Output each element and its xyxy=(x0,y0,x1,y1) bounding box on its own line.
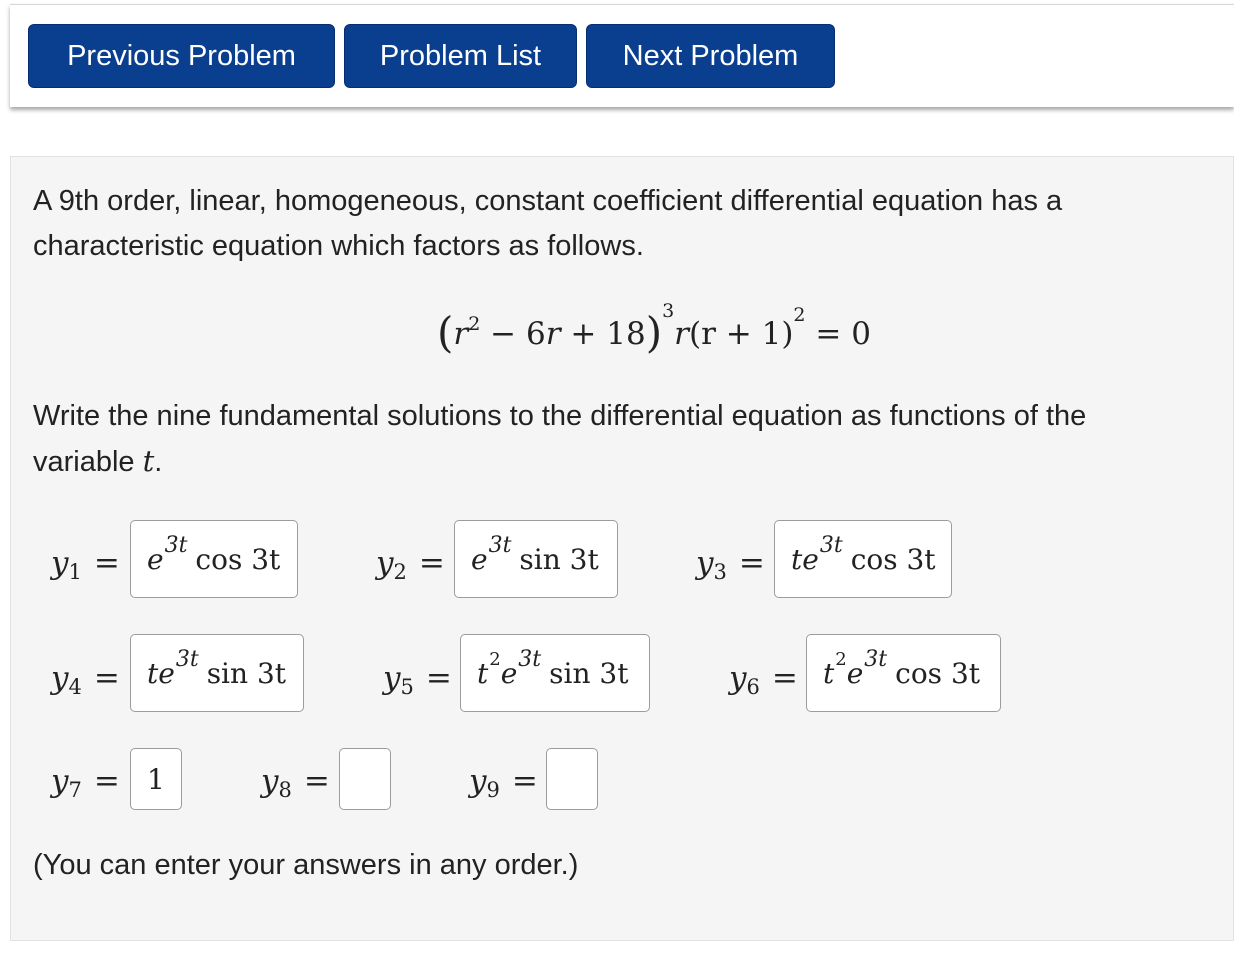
y2-label: y2 = xyxy=(376,545,445,584)
y3-label: y3 = xyxy=(696,545,765,584)
intro-line-1: A 9th order, linear, homogeneous, constant coefficient differential equation has a xyxy=(33,185,1063,217)
answer-order-note: (You can enter your answers in any order.) xyxy=(33,849,579,881)
problem-intro xyxy=(33,179,1062,269)
y5-label: y5 = xyxy=(383,660,452,699)
problem-list-button[interactable]: Problem List xyxy=(344,24,577,88)
y5-answer-input[interactable]: t 2 e 3t sin 3t xyxy=(460,634,650,712)
y1-label: y1 = xyxy=(51,545,120,584)
y1-answer-input[interactable]: e 3t cos 3t xyxy=(130,520,298,598)
y8-answer-input[interactable] xyxy=(339,748,391,810)
next-problem-button[interactable]: Next Problem xyxy=(586,24,835,88)
y9-label: y9 = xyxy=(469,763,538,802)
y7-answer-input[interactable]: 1 xyxy=(130,748,182,810)
y6-label: y6 = xyxy=(729,660,798,699)
intro-line-2: characteristic equation which factors as follows. xyxy=(33,230,644,262)
previous-problem-button[interactable]: Previous Problem xyxy=(28,24,335,88)
y3-answer-input[interactable]: t e 3t cos 3t xyxy=(774,520,952,598)
y4-answer-input[interactable]: t e 3t sin 3t xyxy=(130,634,304,712)
problem-body xyxy=(10,156,1234,941)
y8-label: y8 = xyxy=(261,763,330,802)
prompt-line-1: Write the nine fundamental solutions to the differential equation as functions of the xyxy=(33,400,1087,432)
y9-answer-input[interactable] xyxy=(546,748,598,810)
y6-answer-input[interactable]: t 2 e 3t cos 3t xyxy=(806,634,1001,712)
y2-answer-input[interactable]: e 3t sin 3t xyxy=(454,520,618,598)
prompt-line-2: variable t. xyxy=(33,444,163,478)
characteristic-equation: $(r^2 - 6r + 18)^3r(r + 1)^2 = 0$ xyxy=(437,299,871,357)
y7-label: y7 = xyxy=(51,763,120,802)
navigation-bar xyxy=(10,4,1234,107)
y4-label: y4 = xyxy=(51,660,120,699)
problem-prompt xyxy=(33,394,1086,485)
